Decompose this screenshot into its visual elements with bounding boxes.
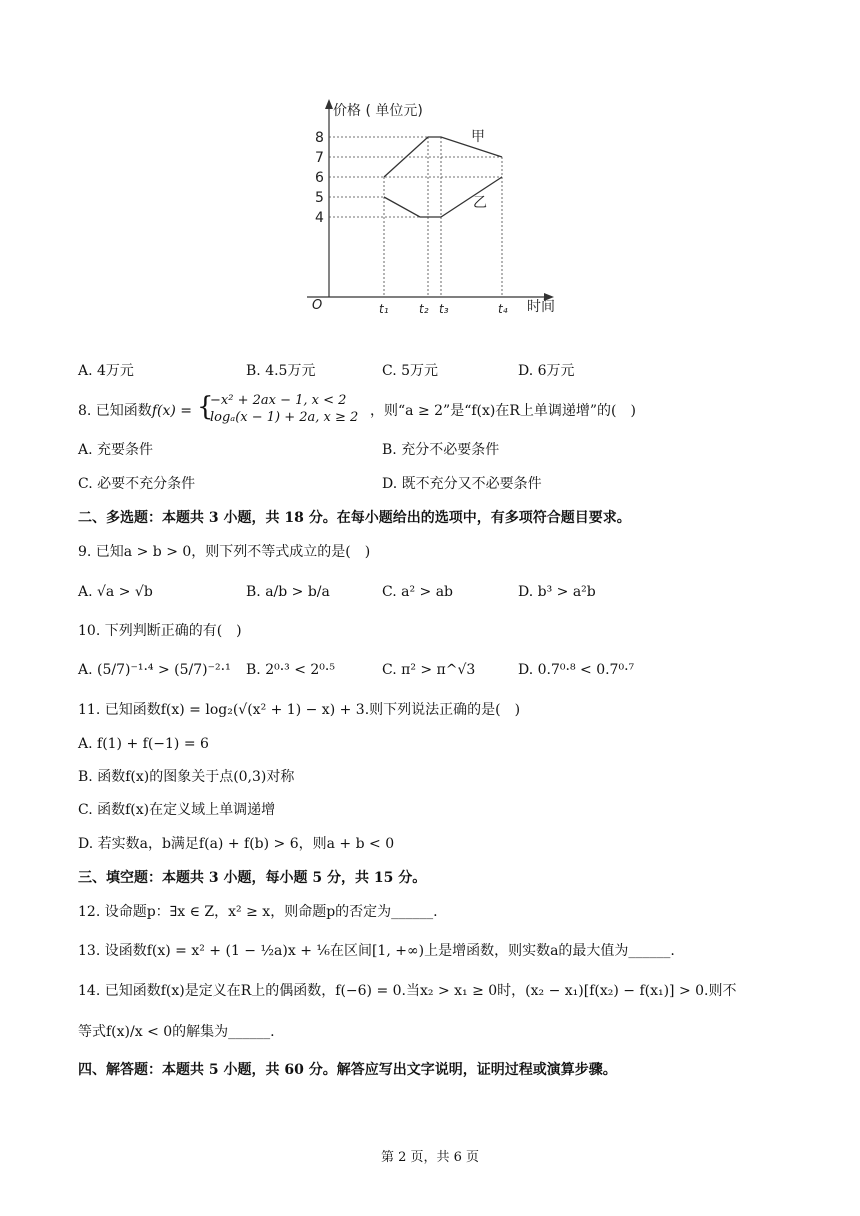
- q11-option-d: D. 若实数a，b满足f(a) + f(b) > 6，则a + b < 0: [78, 836, 395, 852]
- q11-stem: 11. 已知函数f(x) = log₂(√(x² + 1) − x) + 3.则下列说法正确的是( ): [78, 702, 521, 718]
- section-heading-solutions: 四、解答题：本题共 5 小题，共 60 分。解答应写出文字说明，证明过程或演算步骤。: [78, 1062, 617, 1078]
- series-jia-label: 甲: [471, 129, 485, 145]
- q11-option-c: C. 函数f(x)在定义域上单调递增: [78, 802, 276, 818]
- q8-option-c: C. 必要不充分条件: [78, 476, 196, 492]
- q9-option-a: A. √a > √b: [78, 584, 153, 600]
- price-time-figure: [295, 95, 565, 325]
- q9-option-b: B. a/b > b/a: [246, 584, 330, 600]
- section-heading-fill-in: 三、填空题：本题共 3 小题，每小题 5 分，共 15 分。: [78, 870, 427, 886]
- y-tick-7: 7: [315, 150, 324, 166]
- q12-stem: 12. 设命题p：∃x ∈ Z，x² ≥ x，则命题p的否定为______.: [78, 904, 438, 920]
- q7-option-d: D. 6万元: [518, 363, 575, 379]
- q10-option-b: B. 2⁰·³ < 2⁰·⁵: [246, 662, 335, 678]
- q8-prefix: 8. 已知函数f(x) =: [78, 403, 192, 419]
- y-tick-5: 5: [315, 190, 324, 206]
- q7-option-c: C. 5万元: [382, 363, 439, 379]
- x-tick-t2: t₂: [419, 302, 429, 316]
- q8-option-b: B. 充分不必要条件: [382, 442, 500, 458]
- y-tick-8: 8: [315, 130, 324, 146]
- q10-option-a: A. (5/7)⁻¹·⁴ > (5/7)⁻²·¹: [78, 662, 231, 678]
- y-tick-6: 6: [315, 170, 324, 186]
- q14-stem-line1: 14. 已知函数f(x)是定义在R上的偶函数，f(−6) = 0.当x₂ > x₁ ≥ 0时，(x₂ − x₁)[f(x₂) − f(x₁)] > 0.则不: [78, 983, 737, 999]
- series-yi-label: 乙: [473, 195, 487, 211]
- x-axis-label: 时间: [527, 299, 555, 315]
- q10-option-d: D. 0.7⁰·⁸ < 0.7⁰·⁷: [518, 662, 635, 678]
- q7-option-a: A. 4万元: [78, 363, 134, 379]
- q9-option-c: C. a² > ab: [382, 584, 454, 600]
- q10-stem: 10. 下列判断正确的有( ): [78, 623, 242, 639]
- q8-case2: logₐ(x − 1) + 2a, x ≥ 2: [210, 410, 359, 425]
- q8-option-d: D. 既不充分又不必要条件: [382, 476, 542, 492]
- q13-stem: 13. 设函数f(x) = x² + (1 − ½a)x + ⅙在区间[1, +∞)上是增函数，则实数a的最大值为______.: [78, 943, 675, 959]
- q8-suffix: ，则“a ≥ 2”是“f(x)在R上单调递增”的( ): [370, 403, 636, 419]
- x-tick-t4: t₄: [498, 302, 508, 316]
- q8-case1: −x² + 2ax − 1, x < 2: [210, 393, 347, 408]
- q7-option-b: B. 4.5万元: [246, 363, 316, 379]
- x-tick-t3: t₃: [439, 302, 449, 316]
- q11-option-a: A. f(1) + f(−1) = 6: [78, 736, 209, 752]
- q8-brace: {: [197, 392, 214, 422]
- q9-option-d: D. b³ > a²b: [518, 584, 596, 600]
- x-tick-t1: t₁: [379, 302, 389, 316]
- q9-stem: 9. 已知a > b > 0，则下列不等式成立的是( ): [78, 544, 371, 560]
- y-axis-arrow: [325, 99, 333, 109]
- q8-option-a: A. 充要条件: [78, 442, 154, 458]
- y-axis-label: 价格 ( 单位元): [333, 103, 423, 119]
- origin-label: O: [312, 298, 323, 313]
- q11-option-b: B. 函数f(x)的图象关于点(0,3)对称: [78, 769, 295, 785]
- section-heading-multi-choice: 二、多选题：本题共 3 小题，共 18 分。在每小题给出的选项中，有多项符合题目要求。: [78, 510, 631, 526]
- page-footer: 第 2 页，共 6 页: [380, 1150, 480, 1165]
- q14-stem-line2: 等式f(x)/x < 0的解集为______.: [78, 1024, 275, 1040]
- q10-option-c: C. π² > π^√3: [382, 662, 476, 678]
- y-tick-4: 4: [315, 210, 324, 226]
